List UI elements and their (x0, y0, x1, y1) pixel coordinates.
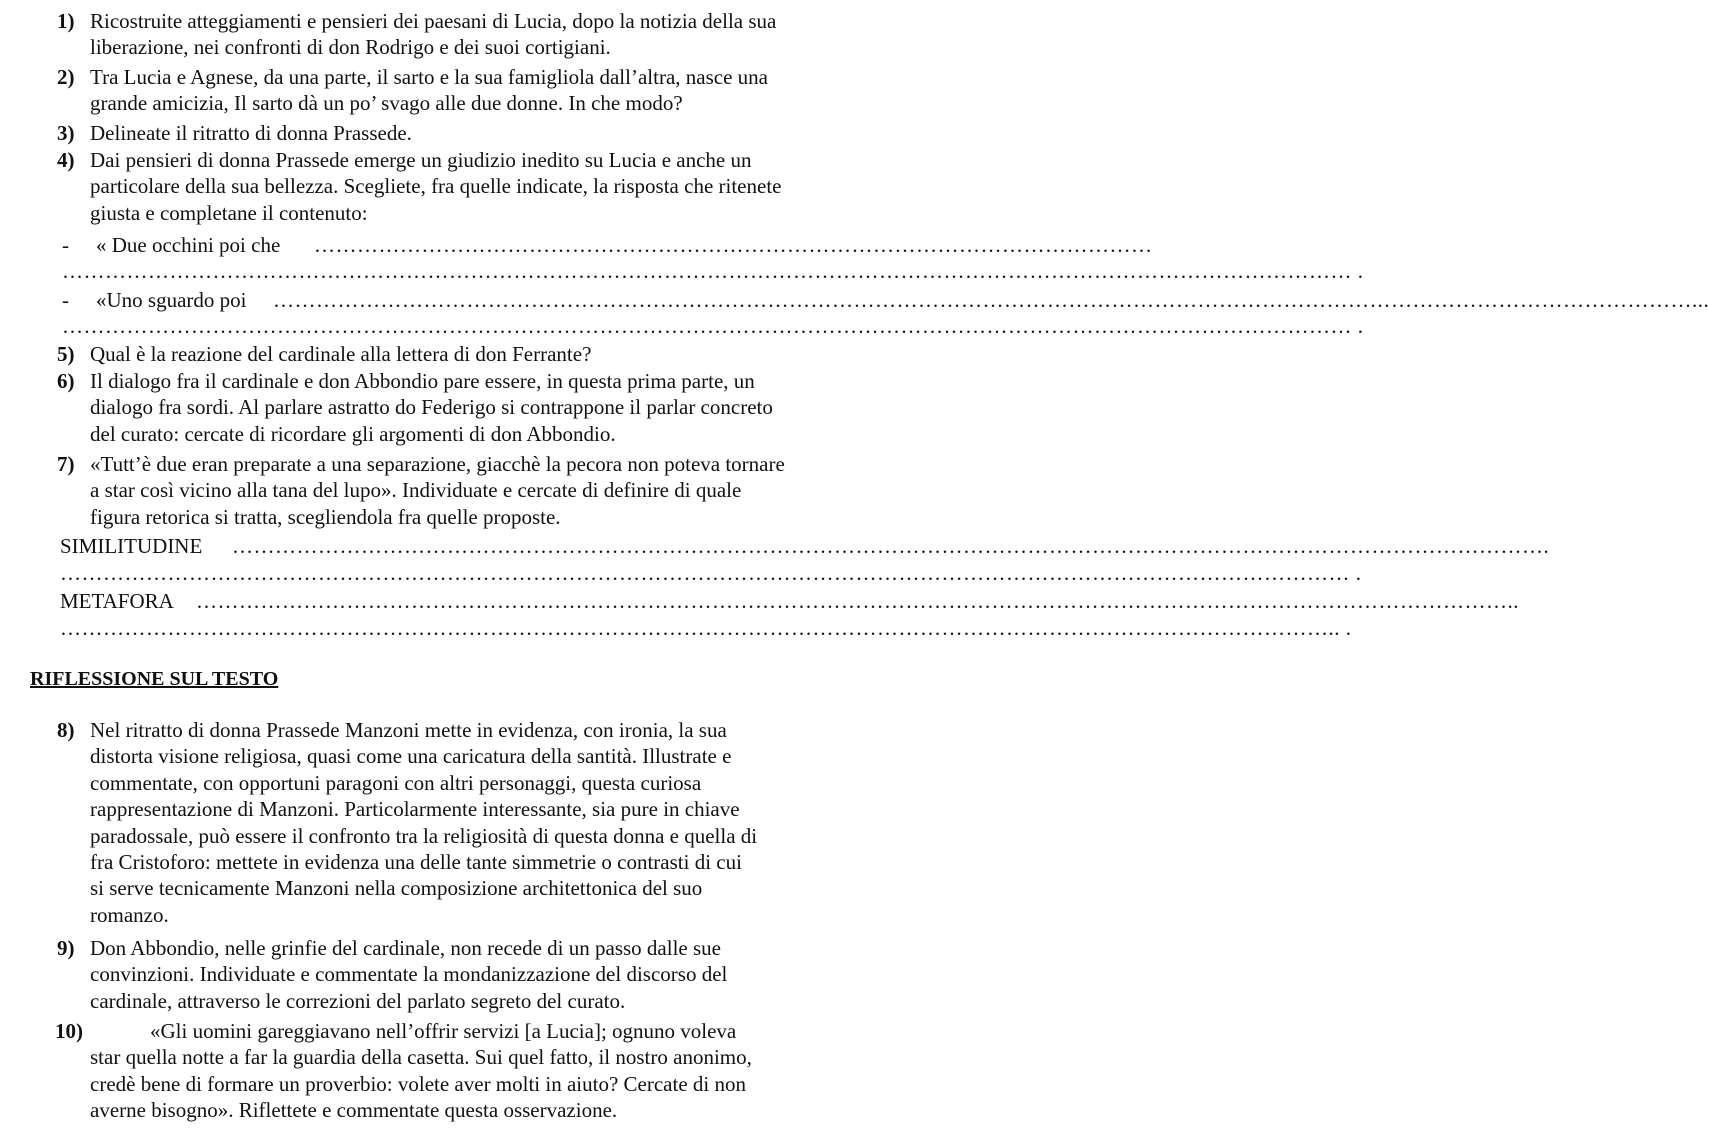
option-a-text: « Due occhini poi che (96, 233, 281, 257)
option-b-text: «Uno sguardo poi (96, 288, 247, 312)
text-line: «Gli uomini gareggiavano nell’offrir servizi [a Lucia]; ognuno voleva (150, 1019, 737, 1043)
text-line: liberazione, nei confronti di don Rodrigo e dei suoi cortigiani. (90, 35, 611, 60)
question-number: 5) (57, 342, 75, 366)
option-dash: - (62, 288, 69, 312)
answer-line[interactable]: ……………………………………………………………………………………………………… (314, 233, 1153, 257)
answer-line[interactable]: ………………………………………………………………………………………………………………………………………………………………….. (196, 589, 1519, 613)
text-line: «Tutt’è due eran preparate a una separazione, giacchè la pecora non poteva tornare (90, 452, 785, 476)
text-line: averne bisogno». Riflettete e commentate questa osservazione. (90, 1098, 618, 1123)
text-line: Tra Lucia e Agnese, da una parte, il sarto e la sua famigliola dall’altra, nasce una (90, 65, 768, 89)
question-text (90, 451, 890, 530)
text-line: convinzioni. Individuate e commentate la mondanizzazione del discorso del (90, 962, 728, 987)
text-line: dialogo fra sordi. Al parlare astratto do Federigo si contrappone il parlar concreto (90, 395, 773, 420)
question-number: 10) (55, 1019, 83, 1043)
text-line: si serve tecnicamente Manzoni nella composizione architettonica del suo (90, 876, 703, 901)
answer-line[interactable]: ……………………………………………………………………………………………………………………………………………………………… . (60, 561, 1362, 585)
option-similitudine: SIMILITUDINE (60, 534, 203, 558)
text-line: figura retorica si tratta, scegliendola fra quelle proposte. (90, 504, 561, 529)
question-text (90, 147, 890, 226)
question-number: 4) (57, 148, 75, 172)
text-line: Il dialogo fra il cardinale e don Abbondio pare essere, in questa prima parte, un (90, 369, 755, 393)
question-text (90, 717, 890, 928)
text-line: Qual è la reazione del cardinale alla lettera di don Ferrante? (90, 342, 592, 366)
question-number: 7) (57, 452, 75, 476)
question-text (90, 64, 890, 117)
question-text (90, 935, 890, 1014)
text-line: fra Cristoforo: mettete in evidenza una delle tante simmetrie o contrasti di cui (90, 850, 742, 875)
text-line: Delineate il ritratto di donna Prassede. (90, 121, 412, 145)
text-line: cardinale, attraverso le correzioni del parlato segreto del curato. (90, 988, 626, 1013)
text-line: particolare della sua bellezza. Scegliete, fra quelle indicate, la risposta che ritenete (90, 174, 782, 199)
question-number: 6) (57, 369, 75, 393)
text-line: Dai pensieri di donna Prassede emerge un giudizio inedito su Lucia e anche un (90, 148, 752, 172)
question-number: 1) (57, 9, 75, 33)
question-number: 2) (57, 65, 75, 89)
answer-line[interactable]: ……………………………………………………………………………………………………………………………………………………………… . (62, 314, 1364, 338)
text-line: star quella notte a far la guardia della casetta. Sui quel fatto, il nostro anonimo, (90, 1045, 752, 1070)
answer-line[interactable]: …………………………………………………………………………………………………………………………………………………………….. . (60, 616, 1352, 640)
question-text (90, 341, 890, 367)
text-line: giusta e completane il contenuto: (90, 200, 368, 225)
text-line: paradossale, può essere il confronto tra la religiosità di questa donna e quella di (90, 823, 758, 848)
question-text (90, 1018, 890, 1124)
question-text (90, 368, 890, 447)
question-number: 8) (57, 718, 75, 742)
answer-line[interactable]: …………………………………………………………………………………………………………………………………………………………………. (232, 534, 1550, 558)
text-line: a star così vicino alla tana del lupo». Individuate e cercate di definire di quale (90, 478, 742, 503)
text-line: credè bene di formare un proverbio: volete aver molti in aiuto? Cercate di non (90, 1071, 746, 1096)
text-line: rappresentazione di Manzoni. Particolarmente interessante, sia pure in chiave (90, 797, 740, 822)
question-number: 9) (57, 936, 75, 960)
answer-line[interactable]: ……………………………………………………………………………………………………………………………………………………………… . (62, 259, 1364, 283)
text-line: romanzo. (90, 902, 169, 927)
text-line: commentate, con opportuni paragoni con altri personaggi, questa curiosa (90, 770, 702, 795)
section-title: RIFLESSIONE SUL TESTO (30, 668, 279, 690)
text-line: Ricostruite atteggiamenti e pensieri dei paesani di Lucia, dopo la notizia della sua (90, 9, 777, 33)
question-number: 3) (57, 121, 75, 145)
question-text (90, 120, 890, 146)
text-line: Nel ritratto di donna Prassede Manzoni mette in evidenza, con ironia, la sua (90, 718, 727, 742)
text-line: del curato: cercate di ricordare gli argomenti di don Abbondio. (90, 421, 616, 446)
option-metafora: METAFORA (60, 589, 174, 613)
option-dash: - (62, 233, 69, 257)
answer-line[interactable]: ………………………………………………………………………………………………………………………………………………………………………………... (273, 288, 1709, 312)
text-line: distorta visione religiosa, quasi come una caricatura della santità. Illustrate e (90, 744, 732, 769)
text-line: Don Abbondio, nelle grinfie del cardinale, non recede di un passo dalle sue (90, 936, 721, 960)
question-text (90, 8, 890, 61)
text-line: grande amicizia, Il sarto dà un po’ svago alle due donne. In che modo? (90, 91, 683, 116)
